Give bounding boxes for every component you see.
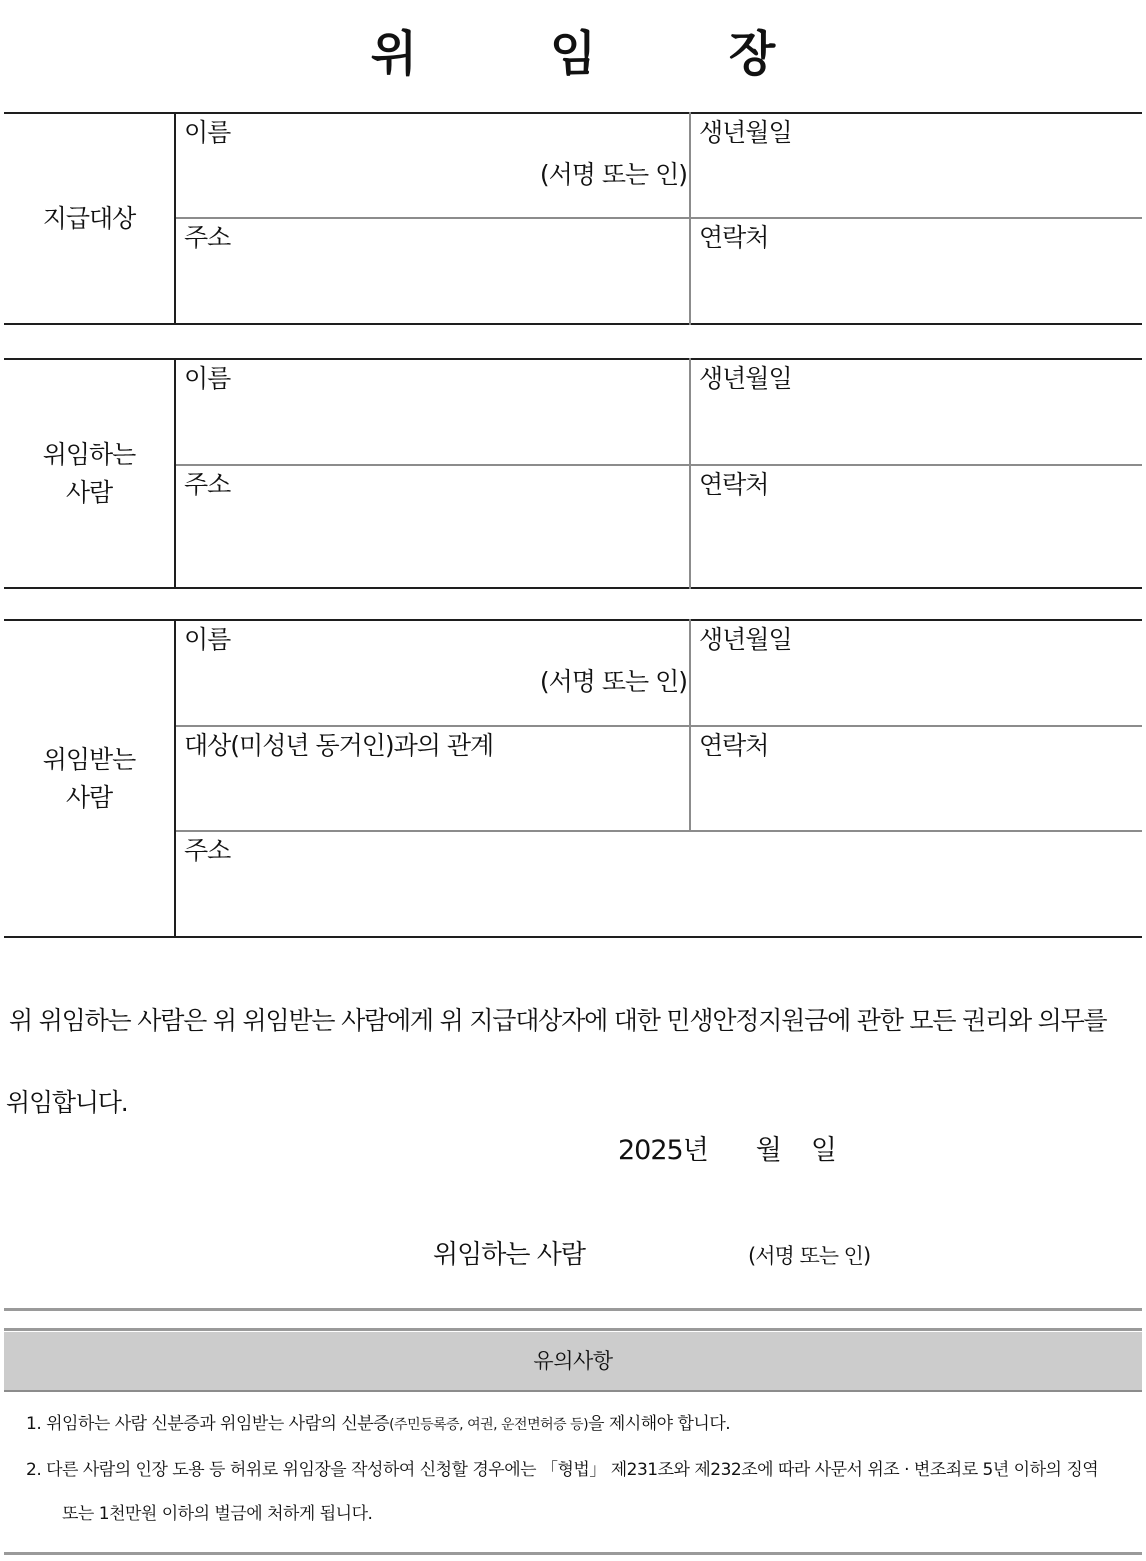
delegator-address-label: 주소 [184, 470, 231, 499]
note-item-1-end: 을 제시해야 합니다. [588, 1414, 731, 1434]
delegate-address-field[interactable] [175, 831, 1142, 937]
delegate-relation-label: 대상(미성년 동거인)과의 관계 [184, 731, 494, 760]
delegator-contact-field[interactable] [690, 465, 1142, 588]
recipient-name-label: 이름 [184, 118, 231, 147]
delegator-name-field[interactable] [175, 359, 690, 465]
delegate-name-field[interactable] [175, 620, 690, 726]
document-title: 위 임 장 [370, 26, 834, 82]
note-item-1-small: (주민등록증, 여권, 운전면허증 등) [389, 1417, 589, 1433]
recipient-sign-hint: (서명 또는 인) [539, 160, 687, 189]
delegate-section [4, 619, 1142, 938]
delegate-contact-field[interactable] [690, 726, 1142, 831]
recipient-contact-field[interactable] [690, 218, 1142, 324]
note-item-1 [26, 1402, 1136, 1447]
recipient-birth-label: 생년월일 [699, 118, 792, 147]
delegator-birth-field[interactable] [690, 359, 1142, 465]
date-day: 일 [810, 1135, 836, 1166]
notes-header: 유의사항 [4, 1332, 1142, 1392]
delegation-statement: 위 위임하는 사람은 위 위임받는 사람에게 위 지급대상자에 대한 민생안정지원금에 관한 모든 권리와 의무를 위임합니다. [6, 1006, 1107, 1117]
divider-bottom [4, 1552, 1142, 1555]
delegator-header-line1: 위임하는 [42, 439, 136, 469]
date-month: 월 [755, 1135, 781, 1166]
delegate-contact-label: 연락처 [699, 731, 769, 760]
signature-hint[interactable]: (서명 또는 인) [748, 1244, 871, 1268]
note-item-1-text: 1. 위임하는 사람 신분증과 위임받는 사람의 신분증 [26, 1414, 390, 1434]
signature-label: 위임하는 사람 [433, 1240, 585, 1270]
delegator-header [4, 359, 175, 588]
recipient-name-field[interactable] [175, 113, 690, 218]
delegator-contact-label: 연락처 [699, 470, 769, 499]
delegator-header-line2: 사람 [65, 477, 113, 507]
delegate-birth-field[interactable] [690, 620, 1142, 726]
delegate-birth-label: 생년월일 [699, 625, 792, 654]
recipient-section [4, 112, 1142, 325]
delegate-header-line1: 위임받는 [42, 744, 136, 774]
recipient-address-field[interactable] [175, 218, 690, 324]
divider-notes-top [4, 1328, 1142, 1331]
delegate-header [4, 620, 175, 937]
recipient-header-text: 지급대상 [42, 203, 136, 233]
delegator-birth-label: 생년월일 [699, 364, 792, 393]
date-year: 2025년 [618, 1135, 708, 1166]
delegator-address-field[interactable] [175, 465, 690, 588]
note-item-2-line1: 2. 다른 사람의 인장 도용 등 허위로 위임장을 작성하여 신청할 경우에는 「형법」 제231조와 제232조에 따라 사문서 위조 · 변조죄로 5년 이하의 징역 [26, 1460, 1099, 1480]
recipient-address-label: 주소 [184, 223, 231, 252]
delegate-relation-field[interactable] [175, 726, 690, 831]
delegator-section [4, 358, 1142, 589]
recipient-contact-label: 연락처 [699, 223, 769, 252]
recipient-header [4, 113, 175, 324]
delegate-name-label: 이름 [184, 625, 231, 654]
date-line [618, 1128, 836, 1167]
delegate-address-label: 주소 [184, 836, 231, 865]
delegate-header-line2: 사람 [65, 782, 113, 812]
delegate-sign-hint: (서명 또는 인) [539, 667, 687, 696]
note-item-2-line2: 또는 1천만원 이하의 벌금에 처하게 됩니다. [62, 1504, 373, 1524]
divider-top [4, 1308, 1142, 1311]
note-item-2 [26, 1448, 1136, 1536]
recipient-birth-field[interactable] [690, 113, 1142, 218]
delegator-name-label: 이름 [184, 364, 231, 393]
